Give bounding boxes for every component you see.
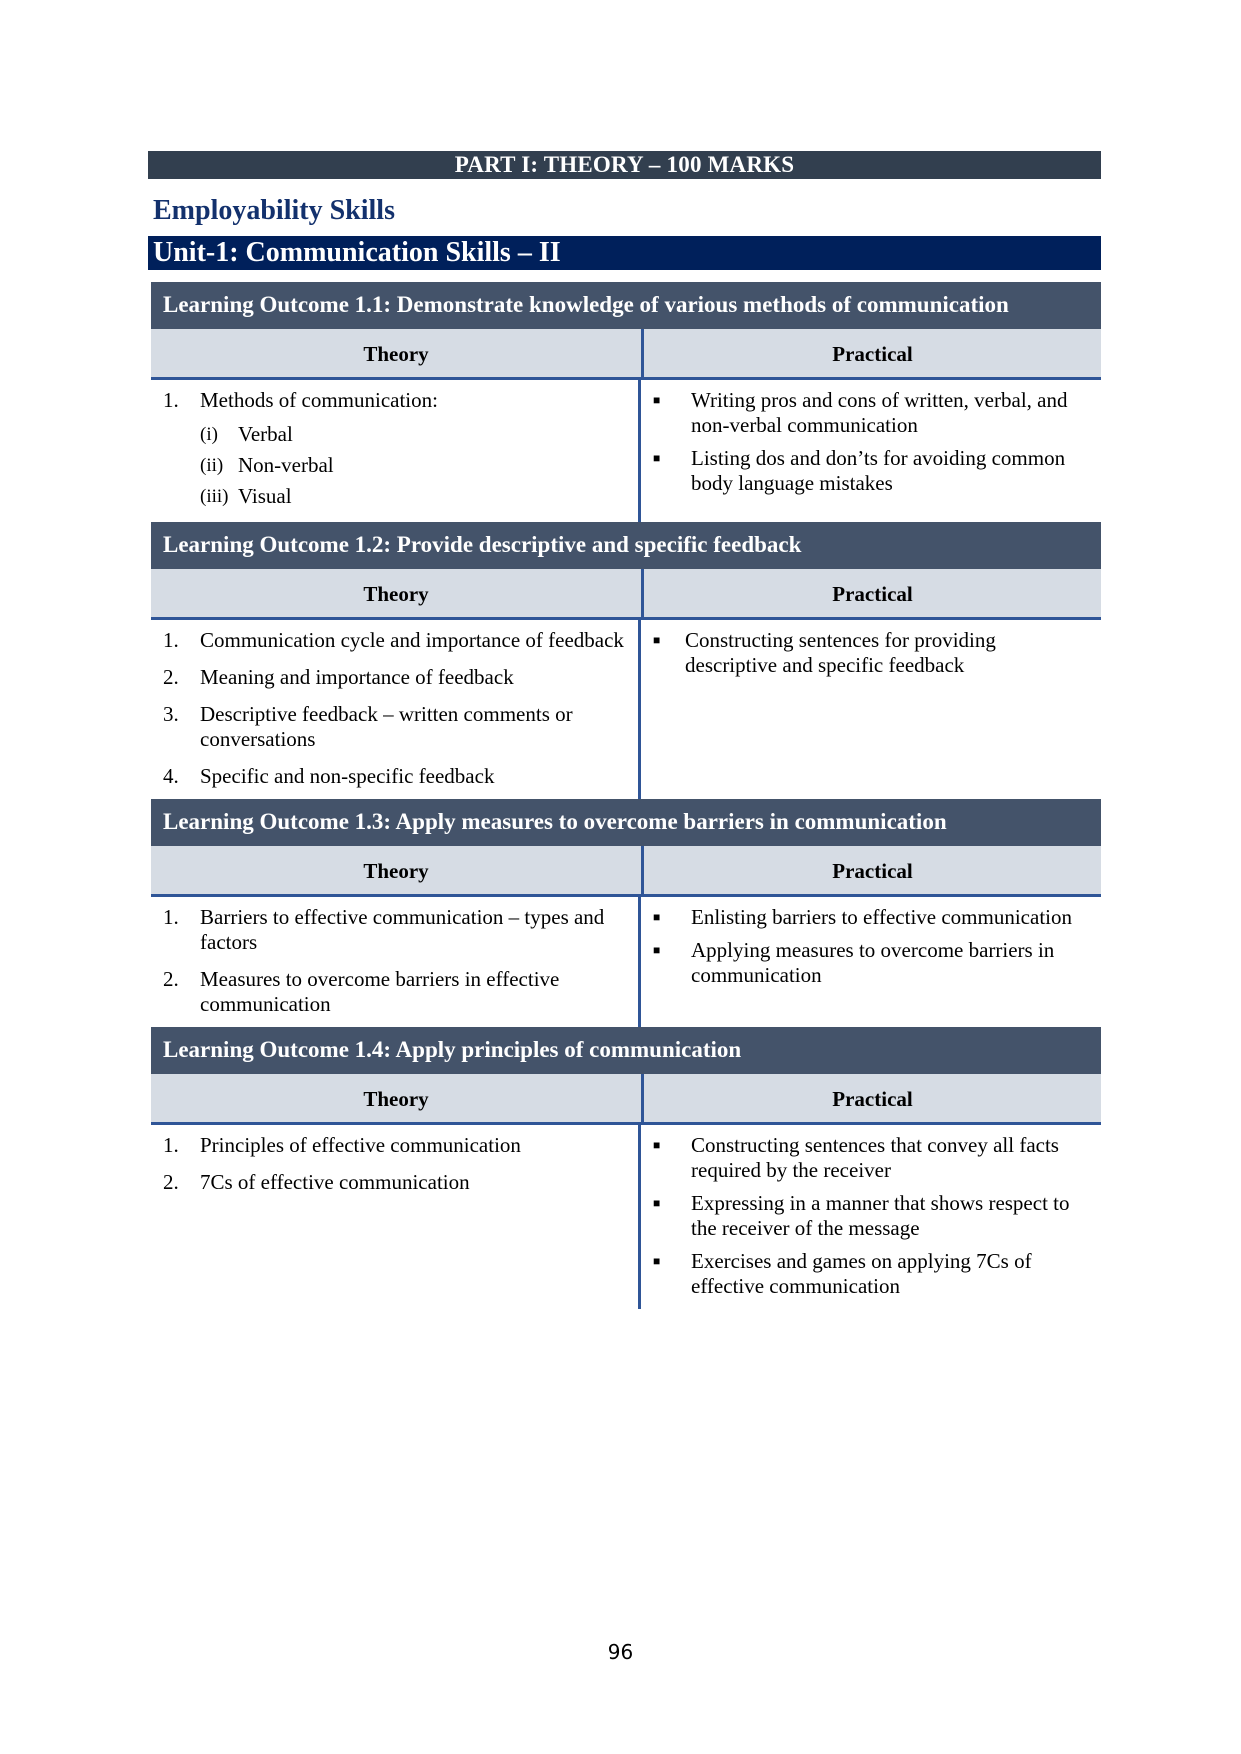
roman-numeral: (i) (200, 424, 218, 445)
practical-item-text: Enlisting barriers to effective communication (691, 905, 1072, 929)
practical-item-text: Listing dos and don’ts for avoiding common body language mistakes (691, 446, 1066, 495)
practical-column-header: Practical (832, 582, 913, 606)
content-row (151, 897, 1101, 1027)
theory-item-text: Descriptive feedback – written comments or conversations (200, 702, 573, 751)
learning-outcome-1 (151, 282, 1101, 522)
square-bullet-icon: ■ (653, 1138, 661, 1152)
square-bullet-icon: ■ (653, 633, 661, 647)
theory-item (151, 905, 638, 955)
item-number: 1. (163, 905, 179, 929)
content-row (151, 620, 1101, 799)
practical-item-text: Writing pros and cons of written, verbal, and non-verbal communication (691, 388, 1068, 437)
practical-item (641, 938, 1101, 988)
practical-list (641, 1125, 1101, 1309)
sub-item-text: Visual (238, 484, 292, 508)
roman-numeral: (ii) (200, 455, 224, 476)
square-bullet-icon: ■ (653, 393, 661, 407)
column-header-row (151, 1074, 1101, 1125)
unit-title-bar: Unit-1: Communication Skills – II (148, 236, 1101, 270)
practical-list (641, 897, 1101, 1027)
learning-outcome-header (151, 799, 1101, 846)
practical-list (641, 380, 1101, 522)
square-bullet-icon: ■ (653, 910, 661, 924)
practical-item-text: Constructing sentences that convey all facts required by the receiver (691, 1133, 1059, 1182)
item-number: 1. (163, 388, 179, 412)
square-bullet-icon: ■ (653, 1254, 661, 1268)
theory-list (151, 1125, 641, 1309)
practical-item (641, 446, 1101, 496)
theory-item (151, 1133, 638, 1158)
roman-numeral: (iii) (200, 486, 229, 507)
learning-outcome-4 (151, 1027, 1101, 1309)
content-row (151, 1125, 1101, 1309)
subject-title: Employability Skills (153, 195, 395, 226)
practical-item (641, 388, 1101, 438)
item-number: 1. (163, 1133, 179, 1157)
item-number: 2. (163, 1170, 179, 1194)
page-number: 96 (607, 1640, 634, 1664)
practical-item (641, 905, 1101, 930)
sub-item-text: Verbal (238, 422, 293, 446)
theory-column-header: Theory (151, 1074, 644, 1122)
practical-item (641, 1191, 1101, 1241)
theory-item-text: Communication cycle and importance of feedback (200, 628, 624, 652)
item-number: 3. (163, 702, 179, 726)
theory-column-header: Theory (151, 846, 644, 894)
theory-item-text: Measures to overcome barriers in effective communication (200, 967, 560, 1016)
theory-item-text: Specific and non-specific feedback (200, 764, 495, 788)
practical-item (641, 1249, 1101, 1299)
theory-item (151, 702, 638, 752)
learning-outcome-2 (151, 522, 1101, 799)
theory-item (151, 665, 638, 690)
learning-outcome-label: Learning Outcome 1.3: Apply measures to overcome barriers in communication (163, 809, 947, 834)
square-bullet-icon: ■ (653, 451, 661, 465)
practical-item-text: Exercises and games on applying 7Cs of effective communication (691, 1249, 1032, 1298)
square-bullet-icon: ■ (653, 1196, 661, 1210)
item-number: 1. (163, 628, 179, 652)
learning-outcome-label: Learning Outcome 1.4: Apply principles of communication (163, 1037, 742, 1062)
learning-outcomes (148, 282, 1101, 1309)
practical-column-header: Practical (832, 1087, 913, 1111)
practical-item-text: Expressing in a manner that shows respect to the receiver of the message (691, 1191, 1070, 1240)
column-header-row (151, 329, 1101, 380)
theory-item-text: 7Cs of effective communication (200, 1170, 470, 1194)
learning-outcome-label: Learning Outcome 1.2: Provide descriptive and specific feedback (163, 532, 802, 557)
practical-column-header: Practical (832, 342, 913, 366)
theory-item (151, 967, 638, 1017)
theory-list (151, 620, 641, 799)
theory-item (151, 628, 638, 653)
theory-item (151, 764, 638, 789)
item-number: 2. (163, 665, 179, 689)
theory-item-text: Barriers to effective communication – types and factors (200, 905, 605, 954)
syllabus-page (148, 151, 1101, 1309)
sub-item (200, 450, 628, 481)
theory-column-header: Theory (151, 329, 644, 377)
theory-item-text: Methods of communication: (200, 388, 438, 412)
practical-column-header: Practical (832, 859, 913, 883)
theory-column-header: Theory (151, 569, 644, 617)
learning-outcome-header (151, 1027, 1101, 1074)
theory-list (151, 897, 641, 1027)
learning-outcome-header (151, 282, 1101, 329)
sub-item (200, 419, 628, 450)
item-number: 4. (163, 764, 179, 788)
sub-item-text: Non-verbal (238, 453, 334, 477)
practical-item (641, 628, 1101, 678)
theory-list (151, 380, 641, 522)
sub-list (200, 419, 628, 512)
practical-list (641, 620, 1101, 799)
practical-item (641, 1133, 1101, 1183)
theory-item-text: Principles of effective communication (200, 1133, 521, 1157)
column-header-row (151, 846, 1101, 897)
item-number: 2. (163, 967, 179, 991)
practical-item-text: Constructing sentences for providing descriptive and specific feedback (685, 628, 996, 677)
column-header-row (151, 569, 1101, 620)
learning-outcome-3 (151, 799, 1101, 1027)
theory-item (151, 388, 638, 512)
sub-item (200, 481, 628, 512)
square-bullet-icon: ■ (653, 943, 661, 957)
learning-outcome-label: Learning Outcome 1.1: Demonstrate knowledge of various methods of communication (163, 292, 1009, 317)
learning-outcome-header (151, 522, 1101, 569)
theory-item-text: Meaning and importance of feedback (200, 665, 514, 689)
theory-item (151, 1170, 638, 1195)
practical-item-text: Applying measures to overcome barriers in communication (691, 938, 1055, 987)
part-title-bar: PART I: THEORY – 100 MARKS (148, 151, 1101, 179)
content-row (151, 380, 1101, 522)
